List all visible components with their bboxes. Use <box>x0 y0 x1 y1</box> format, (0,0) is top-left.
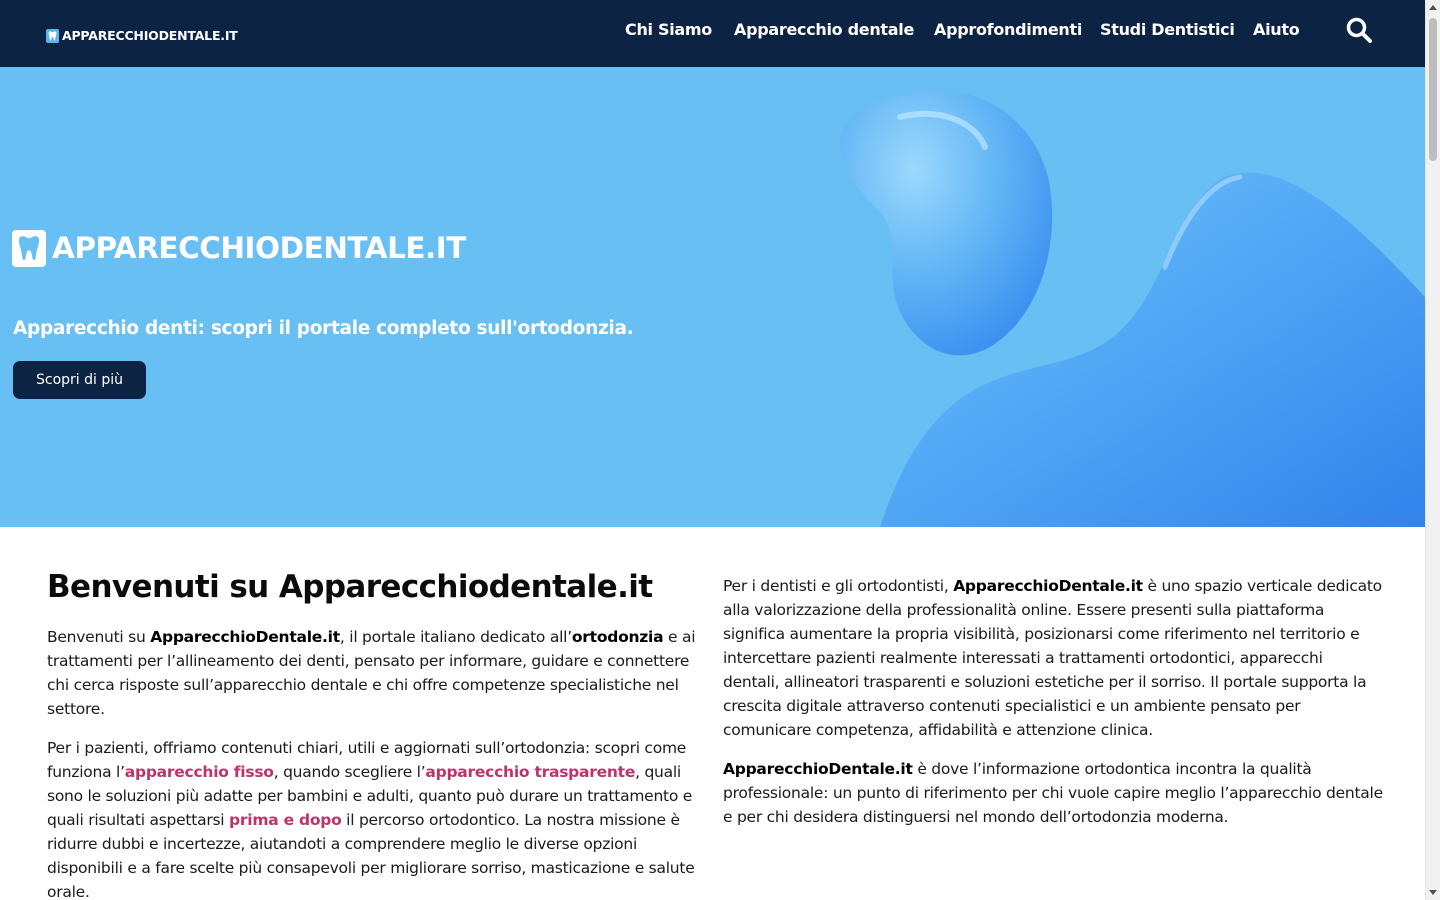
brand-name-bold: ApparecchioDentale.it <box>150 628 340 646</box>
scroll-up-arrow-icon[interactable] <box>1429 5 1437 10</box>
hero-logo-text: APPARECCHIODENTALE.IT <box>52 231 466 265</box>
content-column-right <box>723 574 1383 829</box>
hero-banner <box>0 67 1425 527</box>
text-span: è uno spazio verticale dedicato alla valorizzazione della professionalità online. Essere presenti sulla piattaforma significa aumentare la propria visibilità, posizionarsi come riferimento nel territorio e intercettare pazienti realmente interessati a trattamenti ortodontici, apparecchi dentali, allineatori trasparenti e soluzioni estetiche per il sorriso. Il portale supporta la crescita digitale attraverso contenuti specialistici e un ambiente pensato per comunicare competenza, affidabilità e attenzione clinica. <box>723 577 1382 739</box>
tooth-icon <box>12 230 46 267</box>
scroll-down-arrow-icon[interactable] <box>1429 890 1437 895</box>
patients-paragraph <box>47 736 707 900</box>
brand-name-bold: ApparecchioDentale.it <box>953 577 1143 595</box>
text-span: è dove l’informazione ortodontica incontra la qualità professionale: un punto di riferimento per chi vuole capire meglio l’apparecchio dentale e per chi desidera distinguersi nel mondo dell’ortodonzia moderna. <box>723 760 1383 826</box>
scrollbar-thumb[interactable] <box>1429 18 1437 161</box>
hero-decorative-shapes <box>0 67 1425 527</box>
scopri-di-piu-button[interactable]: Scopri di più <box>13 361 146 399</box>
site-logo[interactable] <box>46 28 238 43</box>
tooth-icon <box>46 29 59 43</box>
intro-paragraph <box>47 625 707 721</box>
page-scrollbar[interactable] <box>1425 0 1440 900</box>
content-column-left <box>47 566 707 900</box>
nav-item-aiuto[interactable]: Aiuto <box>1253 20 1300 39</box>
nav-item-apparecchio-dentale[interactable]: Apparecchio dentale <box>734 20 915 39</box>
closing-paragraph <box>723 757 1383 829</box>
text-span: e ai trattamenti per l’allineamento dei denti, pensato per informare, guidare e connettere chi cerca risposte sull’apparecchio dentale e chi offre competenze specialistiche nel settore. <box>47 628 696 718</box>
site-logo-text: APPARECCHIODENTALE.IT <box>62 28 238 43</box>
dentists-paragraph <box>723 574 1383 742</box>
hero-logo <box>12 229 466 267</box>
link-prima-e-dopo[interactable]: prima e dopo <box>229 811 342 829</box>
brand-name-bold: ApparecchioDentale.it <box>723 760 913 778</box>
text-span: il percorso ortodontico. La nostra missione è ridurre dubbi e incertezze, aiutandoti a comprendere meglio le diverse opzioni disponibili e a fare scelte più consapevoli per migliorare sorriso, masticazione e salute orale. <box>47 811 695 900</box>
nav-item-studi-dentistici[interactable]: Studi Dentistici <box>1100 20 1235 39</box>
text-span: Benvenuti su <box>47 628 151 646</box>
text-span: Per i pazienti, offriamo contenuti chiari, utili e aggiornati sull’ortodonzia: scopri come funziona l’ <box>47 739 687 781</box>
nav-item-chi-siamo[interactable]: Chi Siamo <box>625 20 712 39</box>
link-apparecchio-fisso[interactable]: apparecchio fisso <box>124 763 274 781</box>
text-span: , quali sono le soluzioni più adatte per bambini e adulti, quanto può durare un trattamento e quali risultati aspettarsi <box>47 763 693 829</box>
page-title: Benvenuti su Apparecchiodentale.it <box>47 569 653 605</box>
top-navigation-bar <box>0 0 1425 67</box>
ortodonzia-bold: ortodonzia <box>571 628 664 646</box>
link-apparecchio-trasparente[interactable]: apparecchio trasparente <box>425 763 636 781</box>
text-span: , quando scegliere l’ <box>273 763 426 781</box>
text-span: Per i dentisti e gli ortodontisti, <box>723 577 954 595</box>
text-span: , il portale italiano dedicato all’ <box>339 628 572 646</box>
hero-tagline: Apparecchio denti: scopri il portale completo sull'ortodonzia. <box>13 318 634 339</box>
search-button[interactable] <box>1345 16 1373 44</box>
nav-item-approfondimenti[interactable]: Approfondimenti <box>934 20 1083 39</box>
search-icon <box>1345 16 1373 44</box>
